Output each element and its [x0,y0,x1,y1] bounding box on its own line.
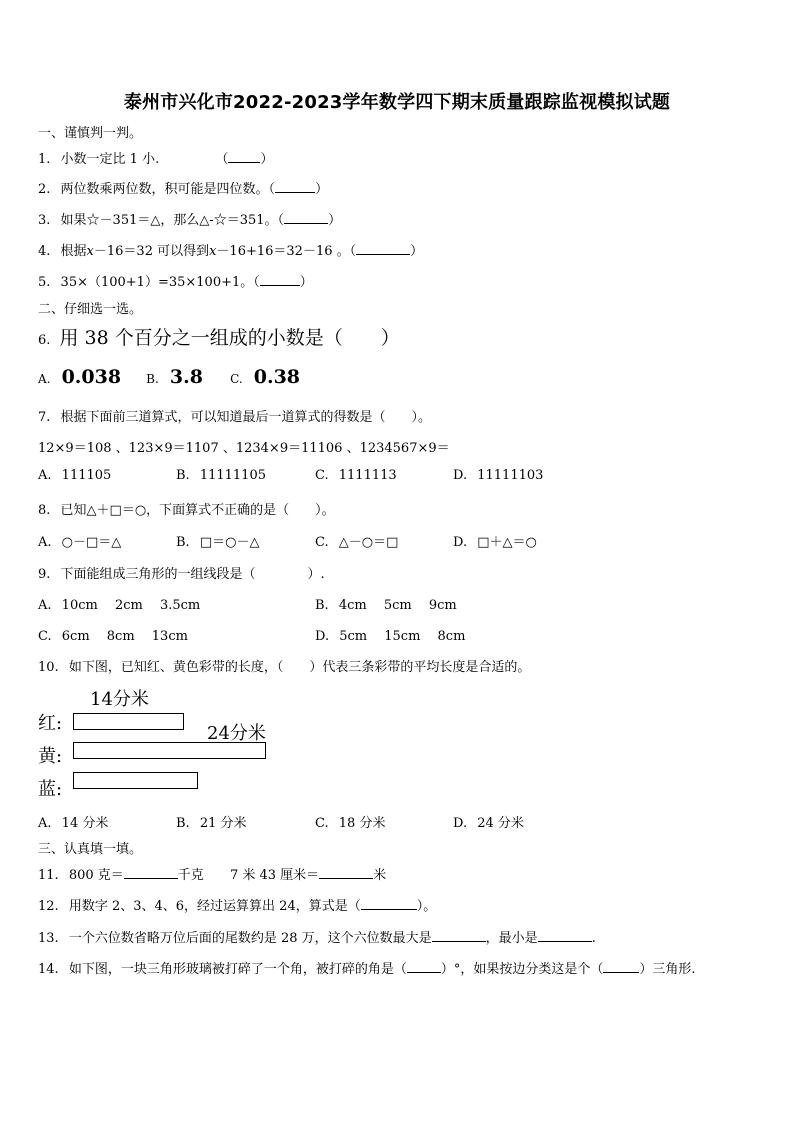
question-text-part2: 7 米 43 厘米＝ [229,868,320,883]
answer-blank-type[interactable] [603,960,639,973]
question-number: 11. [38,868,59,883]
question-6-options [38,366,300,388]
question-6 [38,323,400,350]
blue-ribbon-bar [73,772,198,789]
blue-label: 蓝: [38,779,63,800]
option-value: 1111113 [338,468,397,483]
answer-paren-close: ） [299,275,313,290]
option-letter: C. [315,816,329,831]
question-number: 12. [38,899,59,914]
answer-blank[interactable] [260,273,300,286]
question-7-formula: 12×9＝108 、123×9＝1107 、1234×9＝11106 、1234567×9＝ [38,441,450,456]
option-value: 10cm 2cm 3.5cm [61,598,201,613]
option-value: 11111105 [199,468,266,483]
question-text: 用数字 2、3、4、6，经过运算算出 24，算式是（ [68,899,361,914]
answer-blank-2[interactable] [319,866,373,879]
option-b[interactable]: 3.8 [169,366,203,388]
question-text: 用 38 个百分之一组成的小数是（ ） [59,327,400,349]
answer-paren-close: ） [260,152,274,167]
answer-blank-min[interactable] [538,929,592,942]
question-number: 1. [38,152,51,167]
option-letter: D. [315,629,330,644]
question-5 [38,271,313,290]
option-d[interactable] [453,531,537,550]
option-b[interactable] [176,531,259,550]
question-text-part1: 800 克＝ [68,868,124,883]
answer-paren-open: （ [215,152,229,167]
option-a[interactable] [38,468,111,483]
question-text: 下面能组成三角形的一组线段是（ ）. [60,567,325,582]
answer-blank-angle[interactable] [407,960,441,973]
question-text: 已知△＋□＝○，下面算式不正确的是（ ）。 [60,503,335,518]
option-letter: B. [315,598,329,613]
option-letter: B. [176,535,190,550]
question-8 [38,499,335,518]
question-9 [38,563,325,582]
question-1 [38,148,273,167]
question-text-end: ）三角形. [639,962,696,977]
question-10 [38,656,530,675]
option-c[interactable] [315,531,398,550]
question-text: 35×（100+1）=35×100+1。（ [60,275,260,290]
question-number: 5. [38,275,51,290]
option-letter: C. [315,468,329,483]
option-b[interactable] [176,468,266,483]
yellow-label: 黄: [38,746,63,767]
question-number: 13. [38,931,59,946]
question-text: 根据下面前三道算式，可以知道最后一道算式的得数是（ ）。 [60,410,432,425]
option-d[interactable] [453,468,543,483]
question-4 [38,240,423,259]
ribbon-figure [30,685,290,805]
question-text-mid: ，最小是 [485,931,538,946]
red-ribbon-bar [73,713,184,730]
answer-paren-close: ） [315,182,329,197]
option-letter: B. [146,372,159,386]
question-number: 14. [38,962,59,977]
option-value: □＋△＝○ [477,535,537,550]
question-text-end: . [591,931,596,946]
answer-blank[interactable] [361,897,417,910]
option-value: 5cm 15cm 8cm [339,629,466,644]
unit-2: 米 [373,868,387,883]
page-title: 泰州市兴化市2022-2023学年数学四下期末质量跟踪监视模拟试题 [123,92,671,113]
answer-paren-close: ） [328,213,342,228]
question-text: 如果☆－351＝△，那么△-☆＝351。（ [60,213,285,228]
question-11 [38,864,386,883]
option-value: □＝○－△ [199,535,260,550]
question-number: 8. [38,503,51,518]
yellow-length-label: 24分米 [207,723,266,744]
option-value: 4cm 5cm 9cm [338,598,457,613]
question-number: 2. [38,182,51,197]
option-value: 6cm 8cm 13cm [61,629,188,644]
question-number: 10. [38,660,59,675]
answer-blank[interactable] [228,150,260,163]
answer-blank[interactable] [356,242,410,255]
question-12 [38,895,436,914]
option-value: 14 分米 [61,816,109,831]
question-text: 根据𝑥－16＝32 可以得到𝑥－16+16＝32－16 。（ [60,244,357,259]
option-letter: A. [38,372,51,386]
option-a[interactable] [38,812,108,831]
answer-blank-1[interactable] [124,866,178,879]
question-number: 9. [38,567,51,582]
option-a[interactable] [38,594,200,613]
option-value: 11111103 [477,468,544,483]
option-letter: D. [453,816,468,831]
option-letter: B. [176,816,190,831]
option-a[interactable] [38,531,121,550]
question-number: 7. [38,410,51,425]
answer-blank[interactable] [275,180,315,193]
option-c[interactable]: 0.38 [253,366,301,388]
question-text: 小数一定比 1 小. [60,152,160,167]
question-3 [38,209,341,228]
option-letter: C. [315,535,329,550]
question-14 [38,958,696,977]
option-letter: D. [453,468,468,483]
option-c[interactable] [38,625,188,644]
question-number: 3. [38,213,51,228]
option-value: 24 分米 [477,816,524,831]
answer-blank-max[interactable] [432,929,486,942]
red-length-label: 14分米 [90,689,149,710]
option-d[interactable] [453,812,524,831]
section-heading-1: 一、谨慎判一判。 [38,126,143,141]
option-letter: C. [38,629,52,644]
question-text-end: ）。 [416,899,437,914]
question-number: 4. [38,244,51,259]
option-letter: A. [38,816,52,831]
option-c[interactable] [315,812,385,831]
option-d[interactable] [315,625,465,644]
question-13 [38,927,596,946]
question-number: 6. [38,333,51,348]
option-value: 111105 [61,468,112,483]
option-letter: D. [453,535,468,550]
option-value: ○－□＝△ [61,535,122,550]
option-letter: B. [176,468,190,483]
question-text: 如下图，一块三角形玻璃被打碎了一个角，被打碎的角是（ [68,962,407,977]
question-text-mid: ）°，如果按边分类这是个（ [440,962,604,977]
yellow-ribbon-bar [73,742,266,759]
section-heading-2: 二、仔细选一选。 [38,302,143,317]
question-text: 一个六位数省略万位后面的尾数约是 28 万，这个六位数最大是 [68,931,432,946]
option-c[interactable] [315,468,397,483]
red-label: 红: [38,713,63,734]
option-letter: A. [38,468,52,483]
question-text: 两位数乘两位数，积可能是四位数。（ [60,182,276,197]
option-a[interactable]: 0.038 [61,366,122,388]
question-7 [38,406,431,425]
option-letter: C. [230,372,243,386]
option-value: 18 分米 [338,816,386,831]
question-2 [38,178,328,197]
option-value: 21 分米 [199,816,247,831]
option-b[interactable] [176,812,247,831]
question-text: 如下图，已知红、黄色彩带的长度，（ ）代表三条彩带的平均长度是合适的。 [68,660,531,675]
answer-blank[interactable] [284,211,328,224]
answer-paren-close: ） [410,244,424,259]
option-value: △－○＝□ [338,535,399,550]
option-letter: A. [38,598,52,613]
section-heading-3: 三、认真填一填。 [38,842,143,857]
unit-1: 千克 [177,868,204,883]
option-b[interactable] [315,594,457,613]
option-letter: A. [38,535,52,550]
